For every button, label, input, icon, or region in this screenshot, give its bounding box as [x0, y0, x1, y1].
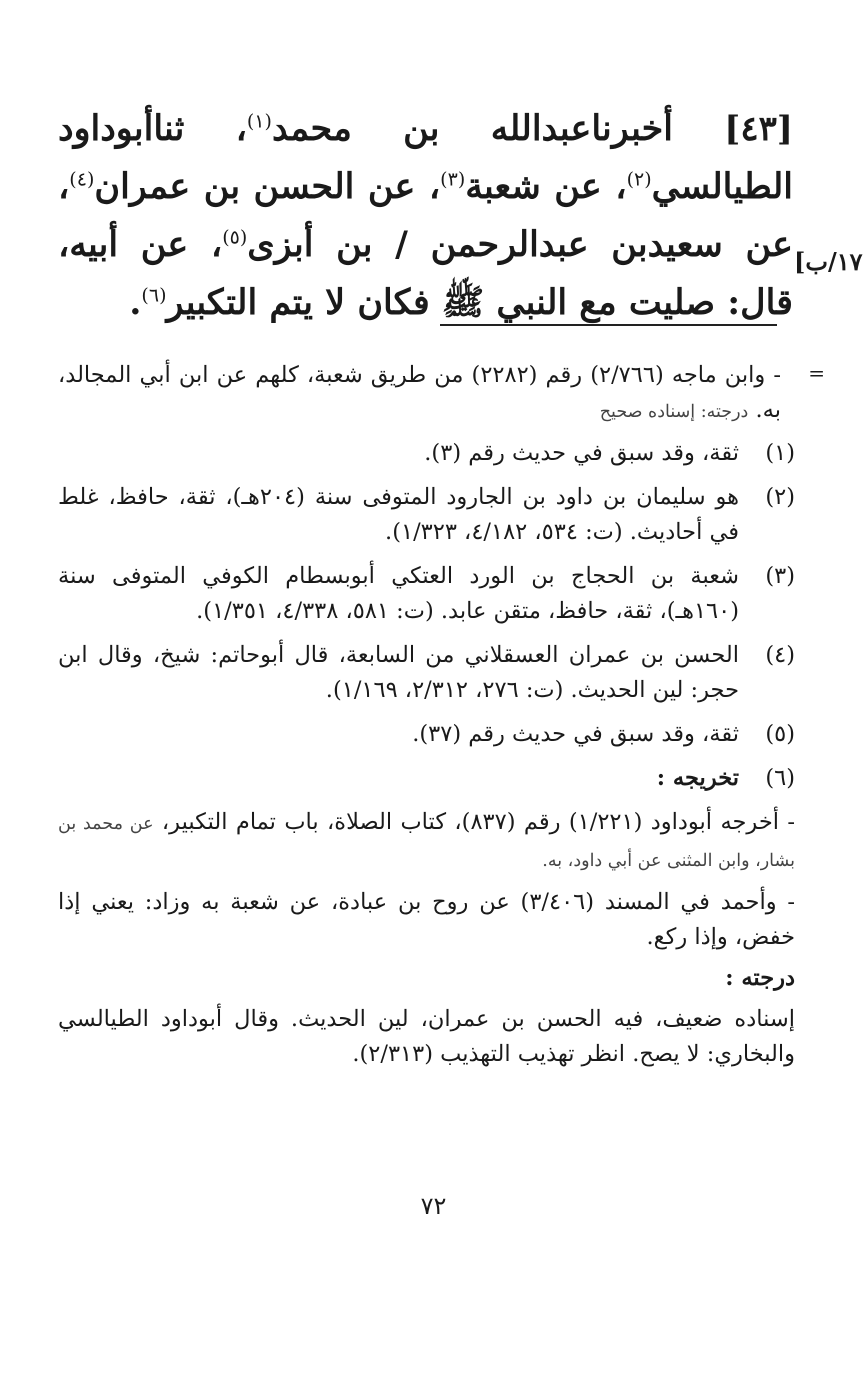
- footnote-5: [58, 717, 795, 752]
- footnote-text: ثقة، وقد سبق في حديث رقم (٣٧).: [412, 721, 739, 747]
- manuscript-folio-ref: ١٧/ب]: [794, 247, 863, 276]
- continuation-mark: =: [808, 361, 825, 385]
- footnote-label: (٣): [765, 563, 795, 589]
- takhrij-heading: تخريجه :: [656, 765, 739, 791]
- takhrij-ahmad: - وأحمد في المسند (٣/٤٠٦) عن روح بن عبادة، عن شعبة به وزاد: يعني إذا خفض، وإذا ركع.: [58, 889, 795, 950]
- takhrij-abudawud-note: عن محمد بن بشار، وابن المثنى عن أبي داود، به.: [58, 814, 795, 871]
- footnote-2: [58, 480, 795, 550]
- footnote-text: الحسن بن عمران العسقلاني من السابعة، قال أبوحاتم: شيخ، وقال ابن حجر: لين الحديث. (ت: ٢٧٦، ٢/٣١٢، ١/١٦٩).: [58, 642, 739, 703]
- footnote-ref-3[interactable]: (٣): [440, 168, 466, 191]
- footnote-label: (٤): [765, 642, 795, 668]
- grade-heading: درجته :: [725, 965, 795, 991]
- takhrij-abudawud: - أخرجه أبوداود (١/٢٢١) رقم (٨٣٧)، كتاب الصلاة، باب تمام التكبير، عن محمد بن بشار، وابن المثنى عن أبي داود، به.: [58, 809, 795, 871]
- hadith-number: [٤٣]: [724, 109, 793, 149]
- footnote-1: [58, 436, 795, 471]
- footnote-6: [58, 761, 795, 796]
- hadith-text: [٤٣] أخبرناعبدالله بن محمد$^{(١)}$، ثناأبوداود الطيالسي$^{(٢)}$، عن شعبة$^{(٣)}$، عن الحسن بن عمران$^{(٤)}$، عن سعيدبن عبدالرحمن / بن أبزى$^{(٥)}$، عن أبيه، قال: صليت مع النبي ﷺ فكان لا يتم التكبير$^{(٦)}$.: [58, 108, 794, 323]
- footnote-ref-5[interactable]: (٥): [222, 226, 248, 249]
- footnote-3: [58, 559, 795, 629]
- footnote-ref-2[interactable]: (٢): [626, 168, 652, 191]
- grade-text: إسناده ضعيف، فيه الحسن بن عمران، لين الحديث. وقال أبوداود الطيالسي والبخاري: لا يصح. انظر تهذيب التهذيب (٢/٣١٣).: [58, 1006, 795, 1067]
- footnote-text: ثقة، وقد سبق في حديث رقم (٣).: [424, 440, 739, 466]
- footnote-label: (١): [765, 440, 795, 466]
- footnote-text: هو سليمان بن داود بن الجارود المتوفى سنة (٢٠٤هـ)، ثقة، حافظ، غلط في أحاديث. (ت: ٥٣٤، ٤/١٨٢، ١/٣٢٣).: [58, 484, 739, 545]
- footnote-label: (٢): [765, 484, 795, 510]
- footnotes-section: [58, 358, 825, 1078]
- footnote-ref-4[interactable]: (٤): [69, 168, 95, 191]
- page-number: ٧٢: [420, 1192, 447, 1220]
- footnote-text: شعبة بن الحجاج بن الورد العتكي أبوبسطام الكوفي المتوفى سنة (١٦٠هـ)، ثقة، حافظ، متقن عابد. (ت: ٥٨١، ٤/٣٣٨، ١/٣٥١).: [58, 563, 739, 624]
- footnote-ref-6[interactable]: (٦): [141, 284, 167, 307]
- footnote-divider: [440, 324, 777, 326]
- footnote-label: (٥): [765, 721, 795, 747]
- continuation-note: = - وابن ماجه (٢/٧٦٦) رقم (٢٢٨٢) من طريق شعبة، كلهم عن ابن أبي المجالد، به. درجته: إسناده صحيح: [58, 358, 795, 430]
- footnote-4: [58, 638, 795, 708]
- continuation-grade-note: درجته: إسناده صحيح: [599, 402, 749, 422]
- footnote-label: (٦): [765, 765, 795, 791]
- footnote-ref-1[interactable]: (١): [246, 110, 272, 133]
